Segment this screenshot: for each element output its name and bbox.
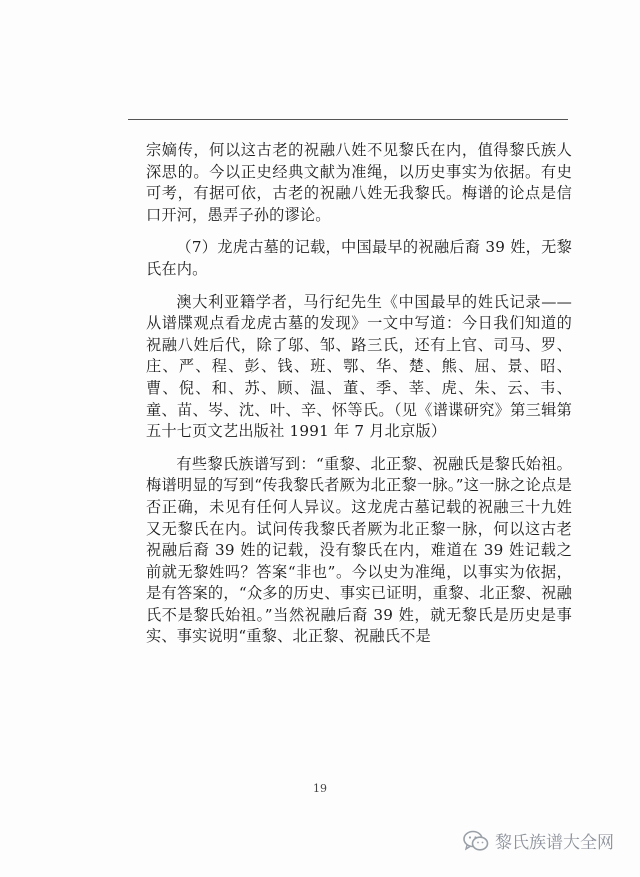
wechat-icon (463, 830, 489, 852)
paragraph-scholar-quote: 澳大利亚籍学者，马行纪先生《中国最早的姓氏记录——从谱牒观点看龙虎古墓的发现》一文中写道：今日我们知道的祝融八姓后代，除了邬、邹、路三氏，还有上官、司马、罗、庄、严、程、彭、钱、班、鄂、华、楚、熊、屈、景、昭、曹、倪、和、苏、顾、温、董、季、莘、虎、朱、云、韦、童、苗、岑、沈、叶、辛、怀等氏。（见《谱谍研究》第三辑第五十七页文艺出版社 1991 年 7 月北京版） (146, 292, 572, 441)
header-rule (128, 119, 568, 120)
page-number: 19 (313, 782, 327, 795)
watermark-text: 黎氏族谱大全网 (495, 833, 614, 853)
body-text (146, 140, 572, 648)
paragraph-section-heading: （7）龙虎古墓的记载，中国最早的祝融后裔 39 姓，无黎氏在内。 (146, 238, 572, 278)
paragraph-argument: 有些黎氏族谱写到：“重黎、北正黎、祝融氏是黎氏始祖。梅谱明显的写到“传我黎氏者厥为北正黎一脉。”这一脉之论点是否正确，未见有任何人异议。这龙虎古墓记载的祝融三十九姓又无黎氏在内。试问传我黎氏者厥为北正黎一脉，何以这古老祝融后裔 39 姓的记载，没有黎氏在内，难道在 39 姓记载之前就无黎姓吗？答案“非也”。今以史为准绳，以事实为依据，是有答案的，“众多的历史、事实已证明，重黎、北正黎、祝融氏不是黎氏始祖。”当然祝融后裔 39 姓，就无黎氏是历史是事实、事实说明“重黎、北正黎、祝融氏不是 (146, 454, 572, 646)
paragraph-continuation: 宗嫡传，何以这古老的祝融八姓不见黎氏在内，值得黎氏族人深思的。今以正史经典文献为准绳，以历史事实为依据。有史可考，有据可依，古老的祝融八姓无我黎氏。梅谱的论点是信口开河，愚弄子孙的谬论。 (146, 141, 572, 224)
watermark (463, 828, 614, 853)
